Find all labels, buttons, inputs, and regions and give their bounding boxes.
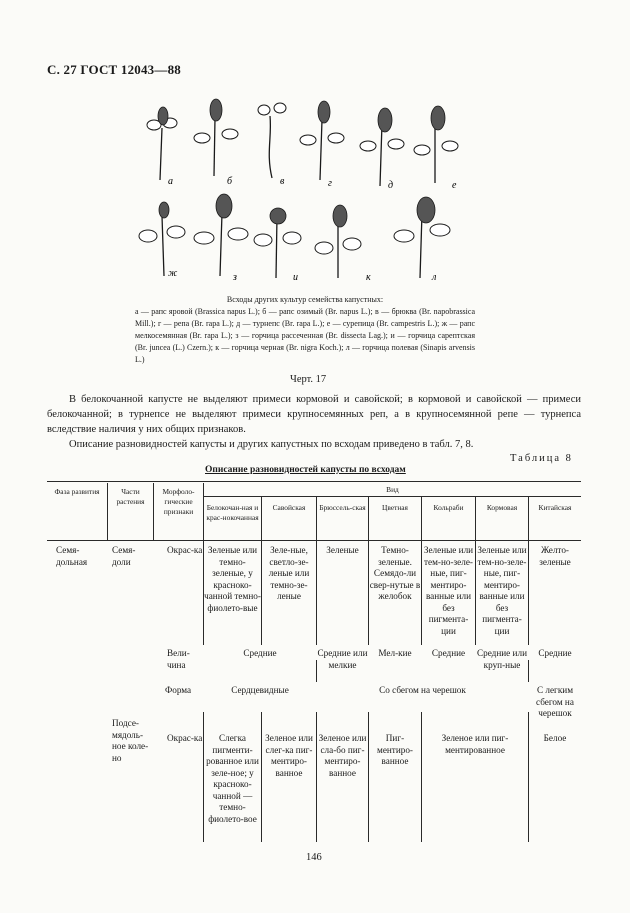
row-color2-label: Окрас-ка	[167, 733, 203, 743]
seedling-letter-l: л	[432, 272, 437, 283]
th-col-4: Цветная	[382, 503, 408, 512]
page-header: С. 27 ГОСТ 12043—88	[47, 62, 181, 77]
seedling-letter-z: з	[233, 272, 237, 283]
row-size-c5: Средние	[431, 648, 466, 658]
row-color-c7: Желто-зеленые	[539, 545, 571, 567]
row-size-label: Вели-чина	[167, 648, 190, 670]
seedling-zh-stem	[162, 216, 164, 276]
row-color2-c56: Зеленое или пиг-ментированное	[441, 733, 509, 755]
th-col-5: Кольраби	[433, 503, 464, 512]
row-size-c4: Мел-кие	[378, 648, 412, 658]
row-size-c7: Средние	[538, 648, 572, 658]
seedling-letter-g: г	[328, 178, 332, 189]
table-body-divider	[368, 712, 369, 842]
th-vid: Вид	[386, 485, 399, 494]
th-col-3: Брюссель-ская	[319, 503, 366, 512]
part-cell-cotyledons: Семя-доли	[112, 545, 136, 567]
th-col-2: Савойская	[272, 503, 306, 512]
row-size-c12: Средние	[243, 648, 277, 658]
row-shape-c7: С легким сбегом на черешок	[536, 685, 574, 718]
seedling-letter-e: е	[452, 180, 457, 191]
table-body-divider	[316, 541, 317, 645]
row-color-c5: Зеленые или тем-но-зеле-ные, пиг-ментиро-ванные или без пигмента-ции	[423, 545, 474, 636]
table-vid-rule	[203, 496, 581, 497]
row-color-label: Окрас-ка	[167, 545, 203, 555]
paragraph-1: В белокочанной капусте не выделяют примеси кормовой и савойской; в кормовой и савойской — примеси белокочанной; в турнепсе не выделяют примеси крупносемянных реп, а в крупносемянной репе — турнепса вследствие наличия у них общих признаков.	[47, 394, 581, 435]
seedling-letter-i: и	[293, 272, 298, 283]
table-header-rule	[47, 540, 581, 541]
row-color-c6: Зеленые или тем-но-зеле-ные, пиг-ментиро-ванные или без пигмента-ции	[477, 545, 527, 636]
seedling-b-stem	[214, 118, 215, 176]
th-part: Части растения	[116, 487, 145, 506]
row-color-c3: Зеленые	[326, 545, 359, 555]
row-color-c1: Зеленые или темно-зеленые, у красноко-чанной темно-фиолето-вые	[204, 545, 261, 613]
row-shape-label: Форма	[165, 685, 192, 695]
figure-caption	[135, 294, 475, 366]
row-color2-c7: Белое	[543, 733, 567, 743]
row-color-c2: Зеле-ные, светло-зе-леные или темно-зе-леные	[268, 545, 310, 601]
seedling-letter-v: в	[280, 176, 285, 187]
page-number: 146	[306, 852, 322, 863]
seedling-z-stem	[220, 213, 222, 276]
seedlings-figure	[130, 98, 490, 288]
row-color-c4: Темно-зеленые. Семядо-ли свер-нутые в желобок	[369, 545, 421, 601]
seedling-d-stem	[380, 123, 382, 186]
th-col-7: Китайская	[538, 503, 572, 512]
table-body-divider	[421, 712, 422, 842]
row-color2-c4: Пиг-ментиро-ванное	[377, 733, 413, 766]
table-body-divider	[528, 660, 529, 682]
seedling-i-stem	[276, 216, 277, 278]
caption-title: Всходы других культур семейства капустных:	[226, 295, 384, 304]
row-color2-c3: Зеленое или сла-бо пиг-ментиро-ванное	[318, 733, 367, 778]
seedling-letter-zh: ж	[168, 268, 178, 279]
row-shape-c36: Со сбегом на черешок	[379, 685, 466, 695]
seedling-letter-d: д	[388, 180, 394, 191]
seedling-letter-b: б	[227, 176, 233, 187]
row-shape-c12: Сердцевидные	[231, 685, 289, 695]
row-color2-c1: Слегка пигменти-рованное или зеле-ное; у красноко-чанной — темно-фиолето-вое	[206, 733, 259, 824]
table-title: Описание разновидностей капусты по всходам	[205, 465, 406, 475]
caption-text: а — рапс яровой (Brassica napus L.); б — рапс озимый (Br. napus L.); в — брюква (Br. napobrassica Mill.); г — репа (Br. rapa L.); д — турнепс (Br. rapa L.); е — сурепица (Br. campestris L.); ж — рапс мелкосемянная (Br. rapa L.); з — горчица рассеченная (Br. dissecta Lag.); и — горчица сарептская (Br. juncea (L.) Czern.); к — горчица черная (Br. nigra Koch.); л — горчица полевая (Sinapis arvensis L.)	[135, 307, 475, 364]
phase-cell: Семя-дольная	[56, 545, 88, 567]
th-col-1: Белокочан-ная и крас-нокочанная	[206, 503, 259, 522]
seedling-letter-a: а	[168, 176, 173, 187]
th-morph: Морфоло-гические признаки	[162, 487, 195, 516]
th-col-6: Кормовая	[486, 503, 518, 512]
th-phase: Фаза развития	[54, 487, 100, 496]
seedling-l-stem	[420, 213, 422, 278]
row-color2-c2: Зеленое или слег-ка пиг-ментиро-ванное	[265, 733, 313, 778]
paragraph-2: Описание разновидностей капусты и других капустных по всходам приведено в табл. 7, 8.	[69, 439, 474, 450]
table-body-divider	[528, 712, 529, 842]
table-top-rule	[47, 481, 581, 482]
row-size-c6: Средние или круп-ные	[477, 648, 527, 670]
seedling-letter-k: к	[366, 272, 371, 283]
table-label: Таблица 8	[510, 453, 573, 464]
chart-label: Черт. 17	[290, 374, 327, 385]
row-size-c3: Средние или мелкие	[317, 648, 368, 670]
seedling-g-stem	[320, 120, 322, 180]
seedling-a-stem	[160, 128, 162, 180]
seedling-v-stem	[269, 116, 272, 178]
part-cell-hypocotyl: Подсе-мядоль-ное коле-но	[112, 718, 149, 763]
